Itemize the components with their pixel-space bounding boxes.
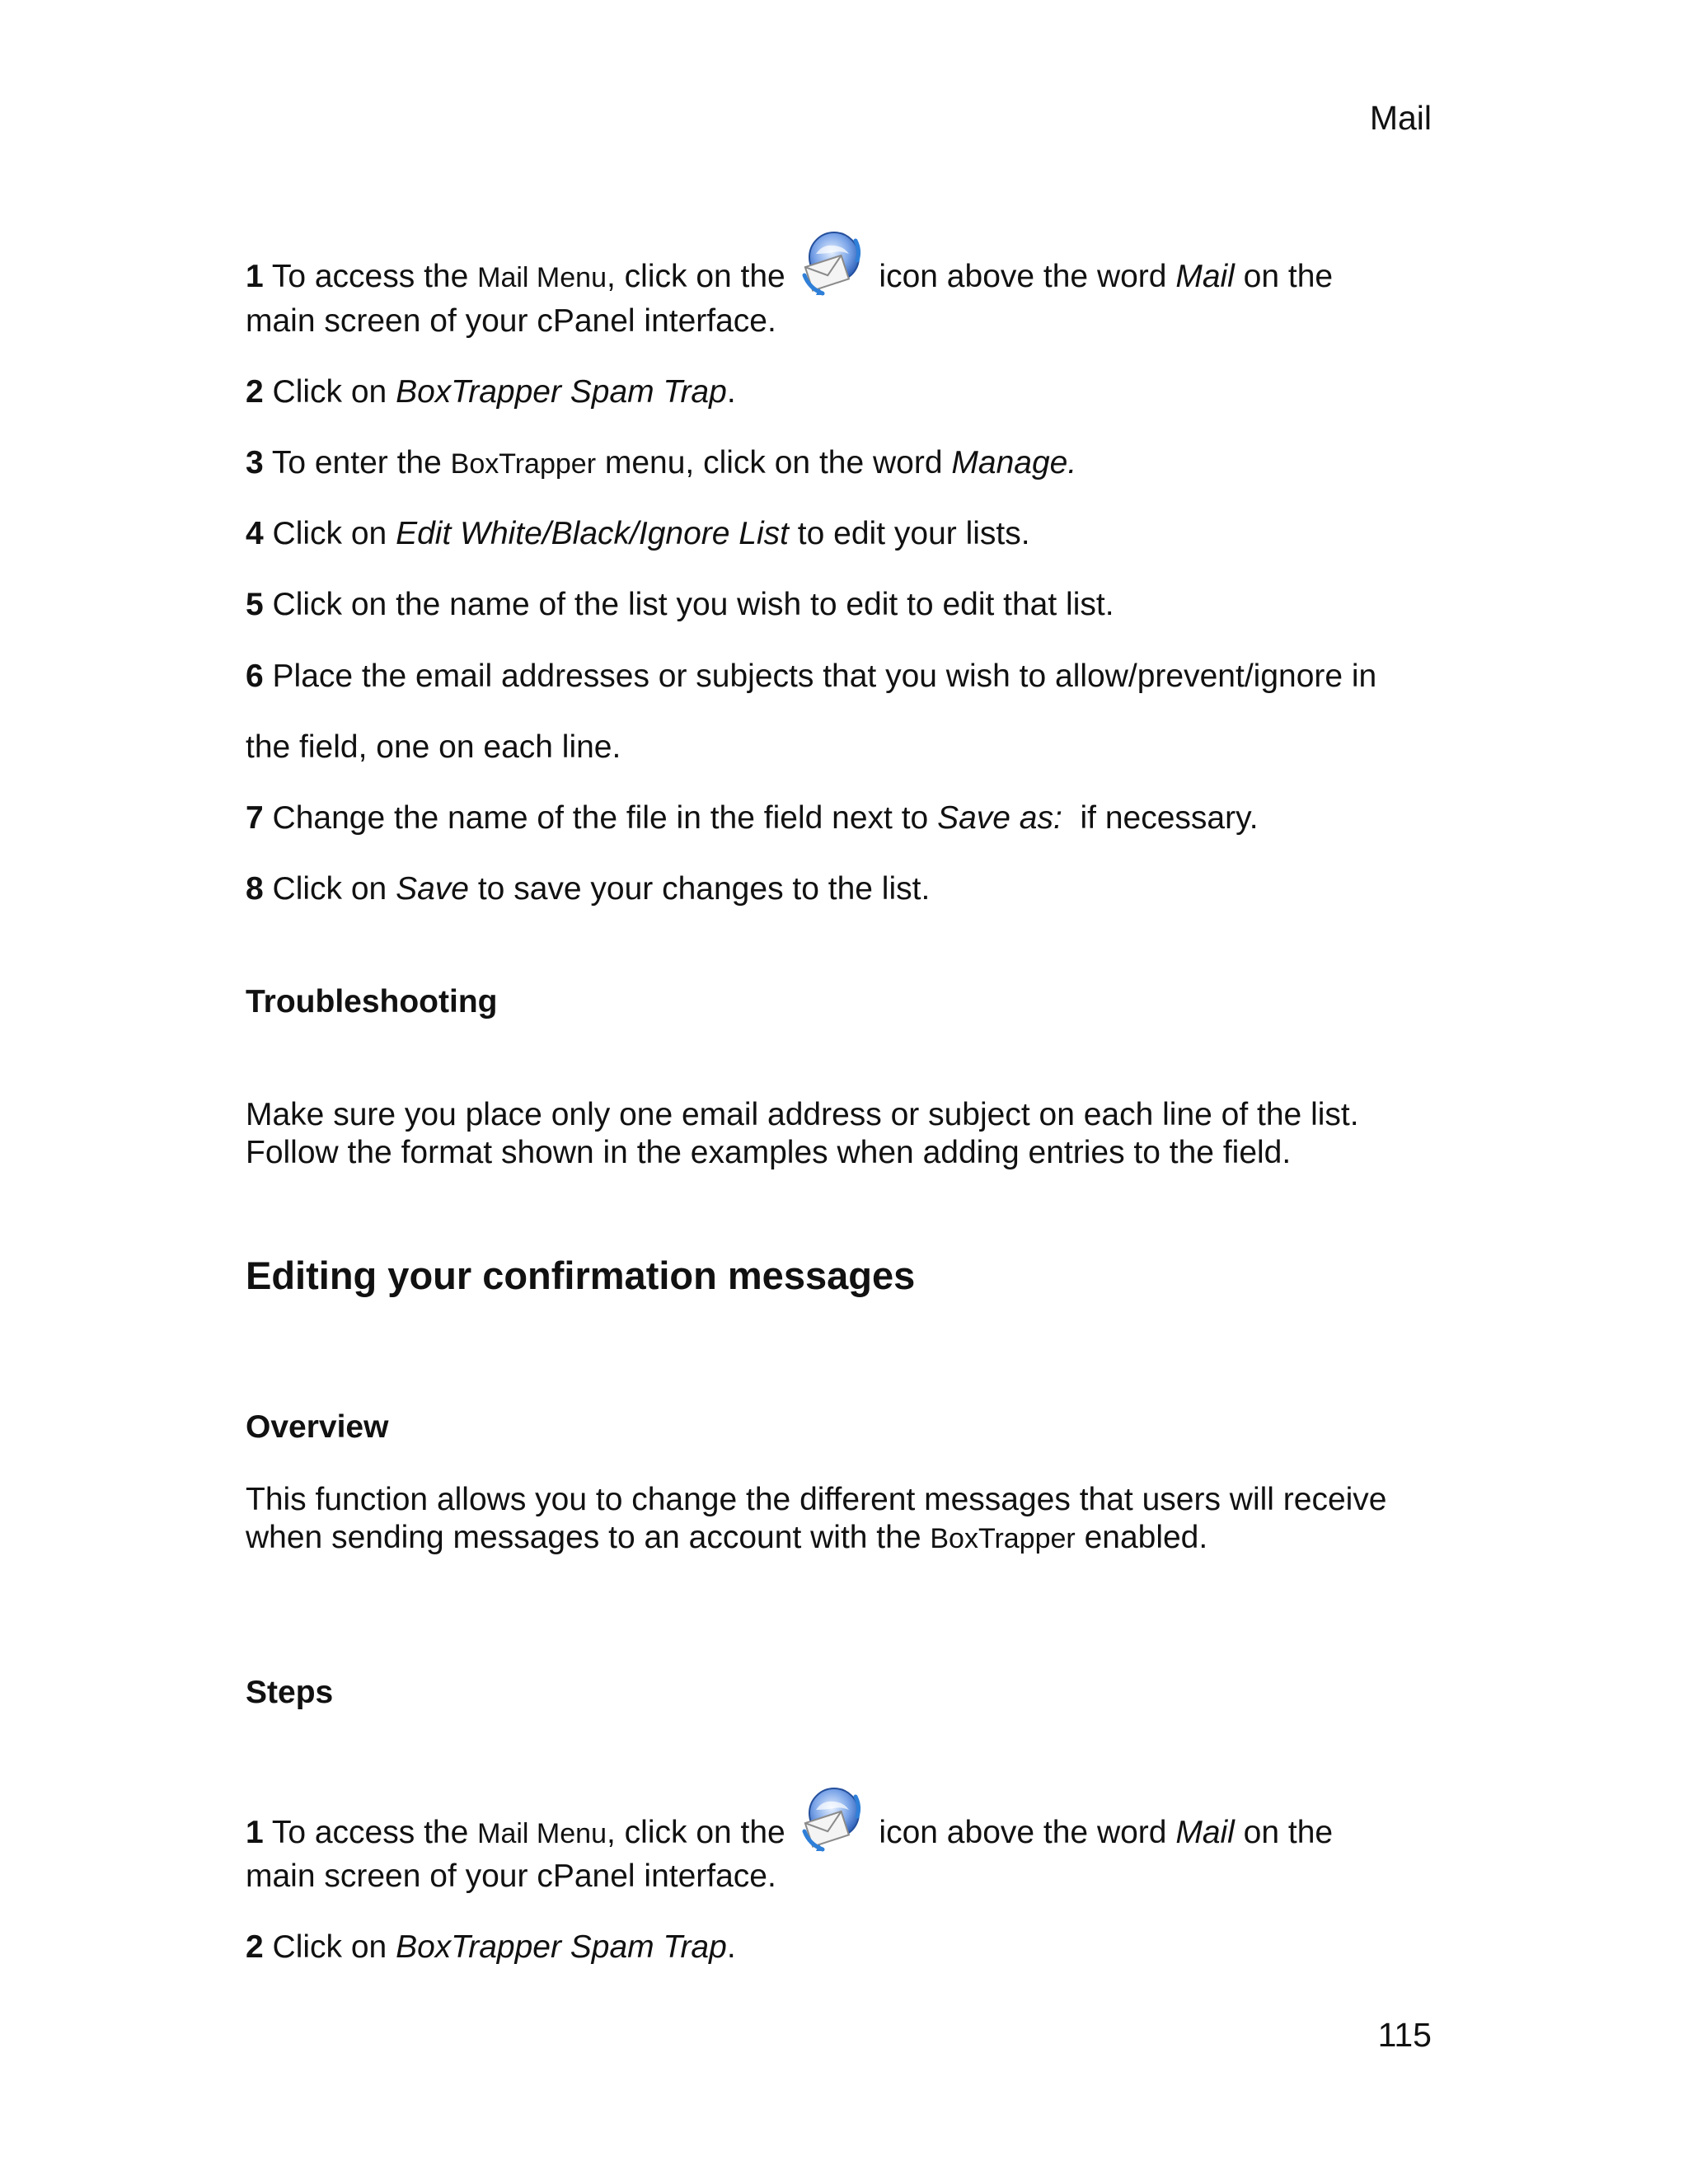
steps-step-1-line-1: 1 To access the Mail Menu, click on the icon above the word Mail on the: [246, 1785, 1449, 1854]
list1-step-3: 3 To enter the BoxTrapper menu, click on the word Manage.: [246, 445, 1077, 480]
steps-step-1-line-2: main screen of your cPanel interface.: [246, 1858, 776, 1894]
list1-step-4: 4 Click on Edit White/Black/Ignore List to edit your lists.: [246, 516, 1030, 551]
list1-step-7: 7 Change the name of the file in the field next to Save as: if necessary.: [246, 800, 1259, 836]
running-header: Mail: [1369, 99, 1432, 137]
steps-heading: Steps: [246, 1675, 334, 1710]
overview-heading: Overview: [246, 1409, 389, 1445]
troubleshooting-heading: Troubleshooting: [246, 984, 498, 1019]
list1-step-6-line-2: the field, one on each line.: [246, 729, 621, 765]
list1-step-1-line-2: main screen of your cPanel interface.: [246, 303, 776, 339]
troubleshooting-paragraph: Make sure you place only one email address or subject on each line of the list. Follow the format shown in the examples when adding entries to the field.: [246, 1097, 1359, 1170]
step-number: 1: [246, 259, 264, 294]
list1-step-8: 8 Click on Save to save your changes to the list.: [246, 871, 931, 907]
list1-step-6-line-1: 6 Place the email addresses or subjects that you wish to allow/prevent/ignore in: [246, 658, 1377, 694]
mail-icon-graphic: [798, 1785, 864, 1854]
menu-name: Mail Menu: [477, 1818, 607, 1849]
overview-paragraph: This function allows you to change the different messages that users will receive when sending messages to an account with the BoxTrapper enabled.: [246, 1482, 1387, 1555]
steps-step-2: 2 Click on BoxTrapper Spam Trap.: [246, 1929, 736, 1965]
app-name: BoxTrapper: [450, 448, 597, 480]
app-name: BoxTrapper: [930, 1523, 1076, 1554]
list1-step-1-line-1: 1 To access the Mail Menu, click on the icon above the word Mail on the: [246, 229, 1449, 298]
mail-icon: [798, 229, 864, 298]
section-heading: Editing your confirmation messages: [246, 1254, 916, 1297]
page-number: 115: [1377, 2016, 1432, 2054]
list1-step-5: 5 Click on the name of the list you wish to edit to edit that list.: [246, 587, 1114, 622]
list1-step-2: 2 Click on BoxTrapper Spam Trap.: [246, 374, 736, 410]
mail-icon: [798, 1785, 864, 1854]
mail-icon-graphic: [798, 229, 864, 298]
menu-name: Mail Menu: [477, 262, 607, 293]
